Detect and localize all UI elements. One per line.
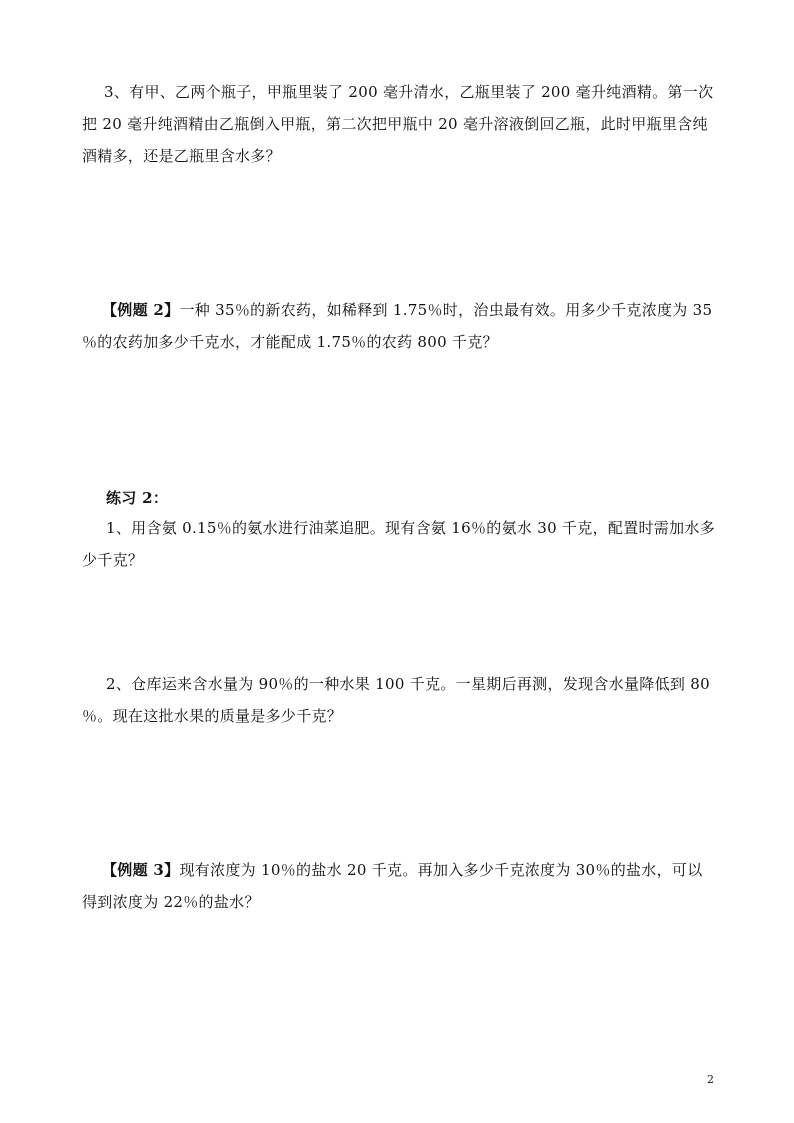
- example-3-line-2: 得到浓度为 22％的盐水？: [82, 893, 260, 911]
- practice-2-q2-line-2: ％。现在这批水果的质量是多少千克？: [82, 707, 343, 725]
- problem-3-line-2: 把 20 毫升纯酒精由乙瓶倒入甲瓶，第二次把甲瓶中 20 毫升溶液倒回乙瓶，此时甲瓶里含纯: [82, 115, 708, 133]
- practice-2-heading: 练习 2：: [106, 489, 169, 507]
- example-2-line-2: ％的农药加多少千克水，才能配成 1.75％的农药 800 千克？: [82, 333, 498, 351]
- page-number: 2: [707, 1073, 714, 1086]
- practice-2-q1-line-1: 1、用含氨 0.15％的氨水进行油菜追肥。现有含氨 16％的氨水 30 千克，配置时需加水多: [106, 519, 715, 537]
- problem-3-line-1: 3、有甲、乙两个瓶子，甲瓶里装了 200 毫升清水，乙瓶里装了 200 毫升纯酒精。第一次: [104, 83, 714, 101]
- example-2-label: 【例题 2】: [102, 301, 180, 319]
- practice-2-q2-line-1: 2、仓库运来含水量为 90％的一种水果 100 千克。一星期后再测，发现含水量降低到 80: [106, 675, 710, 693]
- example-3-text: 现有浓度为 10％的盐水 20 千克。再加入多少千克浓度为 30％的盐水，可以: [179, 861, 703, 879]
- problem-3-line-3: 酒精多，还是乙瓶里含水多？: [82, 147, 281, 165]
- example-3-label: 【例题 3】: [102, 861, 180, 879]
- example-3-line-1: [102, 860, 703, 880]
- example-2-line-1: [102, 300, 712, 320]
- example-2-text: 一种 35％的新农药，如稀释到 1.75％时，治虫最有效。用多少千克浓度为 35: [179, 301, 713, 319]
- practice-2-q1-line-2: 少千克？: [82, 551, 144, 569]
